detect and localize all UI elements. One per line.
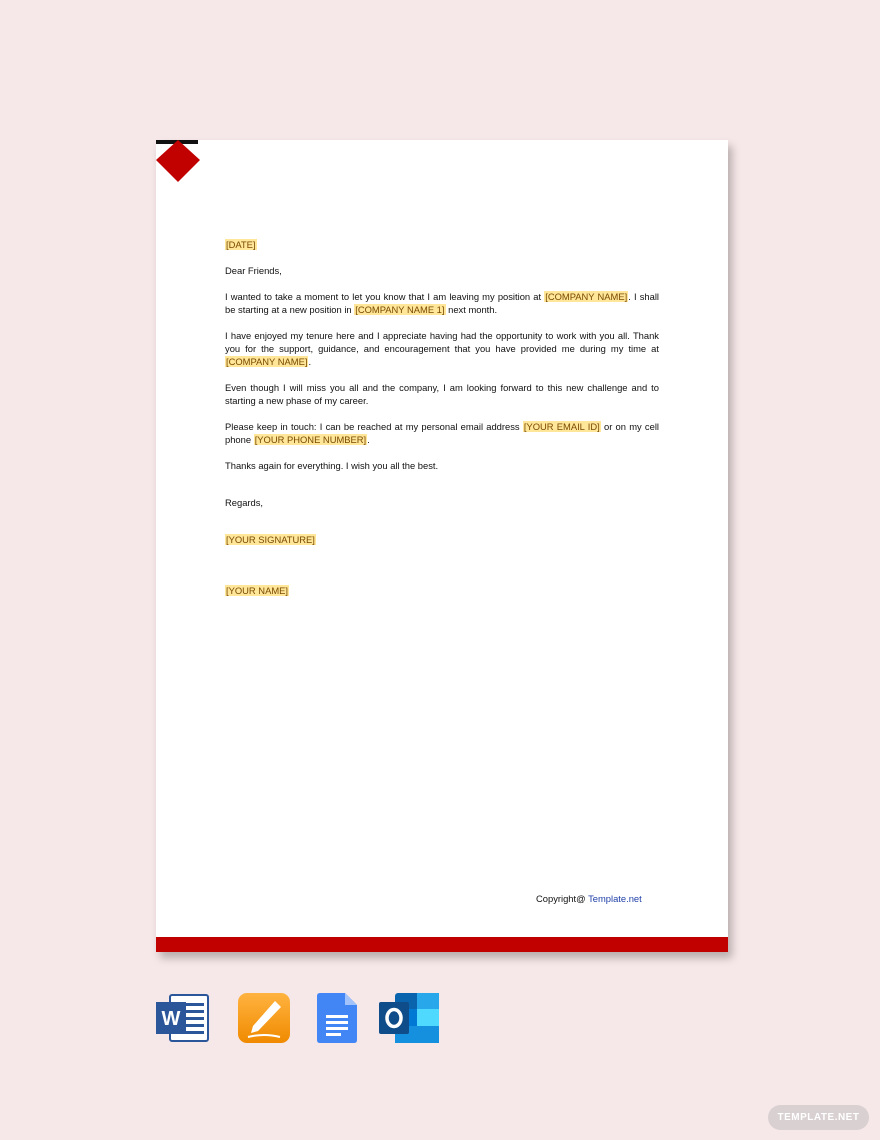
- paragraph-text: .: [367, 434, 370, 445]
- signature-placeholder: [YOUR SIGNATURE]: [226, 534, 315, 545]
- paragraph-text: Please keep in touch: I can be reached at my personal email address: [225, 421, 523, 432]
- greeting: Dear Friends,: [225, 265, 282, 276]
- date-line: [225, 238, 659, 251]
- svg-text:W: W: [161, 1008, 181, 1030]
- paragraph-4: [225, 420, 659, 446]
- paragraph-1: [225, 290, 659, 316]
- paragraph-text: I wanted to take a moment to let you know that I am leaving my position at: [225, 291, 545, 302]
- paragraph-text: .: [308, 356, 312, 367]
- closing: Regards,: [225, 497, 264, 508]
- phone-placeholder: [YOUR PHONE NUMBER]: [254, 434, 367, 445]
- date-placeholder: [DATE]: [226, 239, 256, 250]
- paragraph-3: Even though I will miss you all and the company, I am looking forward to this new challenge and to starting a new phase of my career.: [225, 382, 659, 406]
- site-link[interactable]: Template.net: [588, 893, 642, 904]
- microsoft-outlook-icon[interactable]: [379, 993, 439, 1043]
- template-net-badge: TEMPLATE.NET: [768, 1105, 869, 1130]
- company-name-placeholder: [COMPANY NAME]: [226, 356, 308, 367]
- paragraph-text: . I shall be starting at a new position in: [225, 291, 659, 315]
- signature-line: [225, 533, 659, 546]
- paragraph-text: or on my cell phone: [225, 421, 659, 445]
- copyright: [536, 893, 642, 904]
- copyright-text: Copyright@: [536, 893, 589, 904]
- corner-diamond-icon: [156, 140, 200, 184]
- microsoft-word-icon[interactable]: [156, 993, 210, 1043]
- bottom-accent-bar: [156, 937, 728, 952]
- company-name-1-placeholder: [COMPANY NAME 1]: [355, 304, 445, 315]
- paragraph-2: [225, 329, 659, 368]
- email-placeholder: [YOUR EMAIL ID]: [523, 421, 600, 432]
- name-placeholder: [YOUR NAME]: [226, 585, 288, 596]
- letter-body: [225, 238, 659, 610]
- company-name-placeholder: [COMPANY NAME]: [545, 291, 628, 302]
- paragraph-text: I have enjoyed my tenure here and I appreciate having had the opportunity to work with you all. Thank you for the support, guidance, and encouragement that you have provided me during my time at: [225, 330, 659, 354]
- paragraph-5: Thanks again for everything. I wish you all the best.: [225, 460, 439, 471]
- google-docs-icon[interactable]: [317, 993, 359, 1043]
- paragraph-text: next month.: [445, 304, 498, 315]
- name-line: [225, 584, 659, 597]
- letter-page: [156, 140, 728, 952]
- apple-pages-icon[interactable]: [238, 993, 290, 1043]
